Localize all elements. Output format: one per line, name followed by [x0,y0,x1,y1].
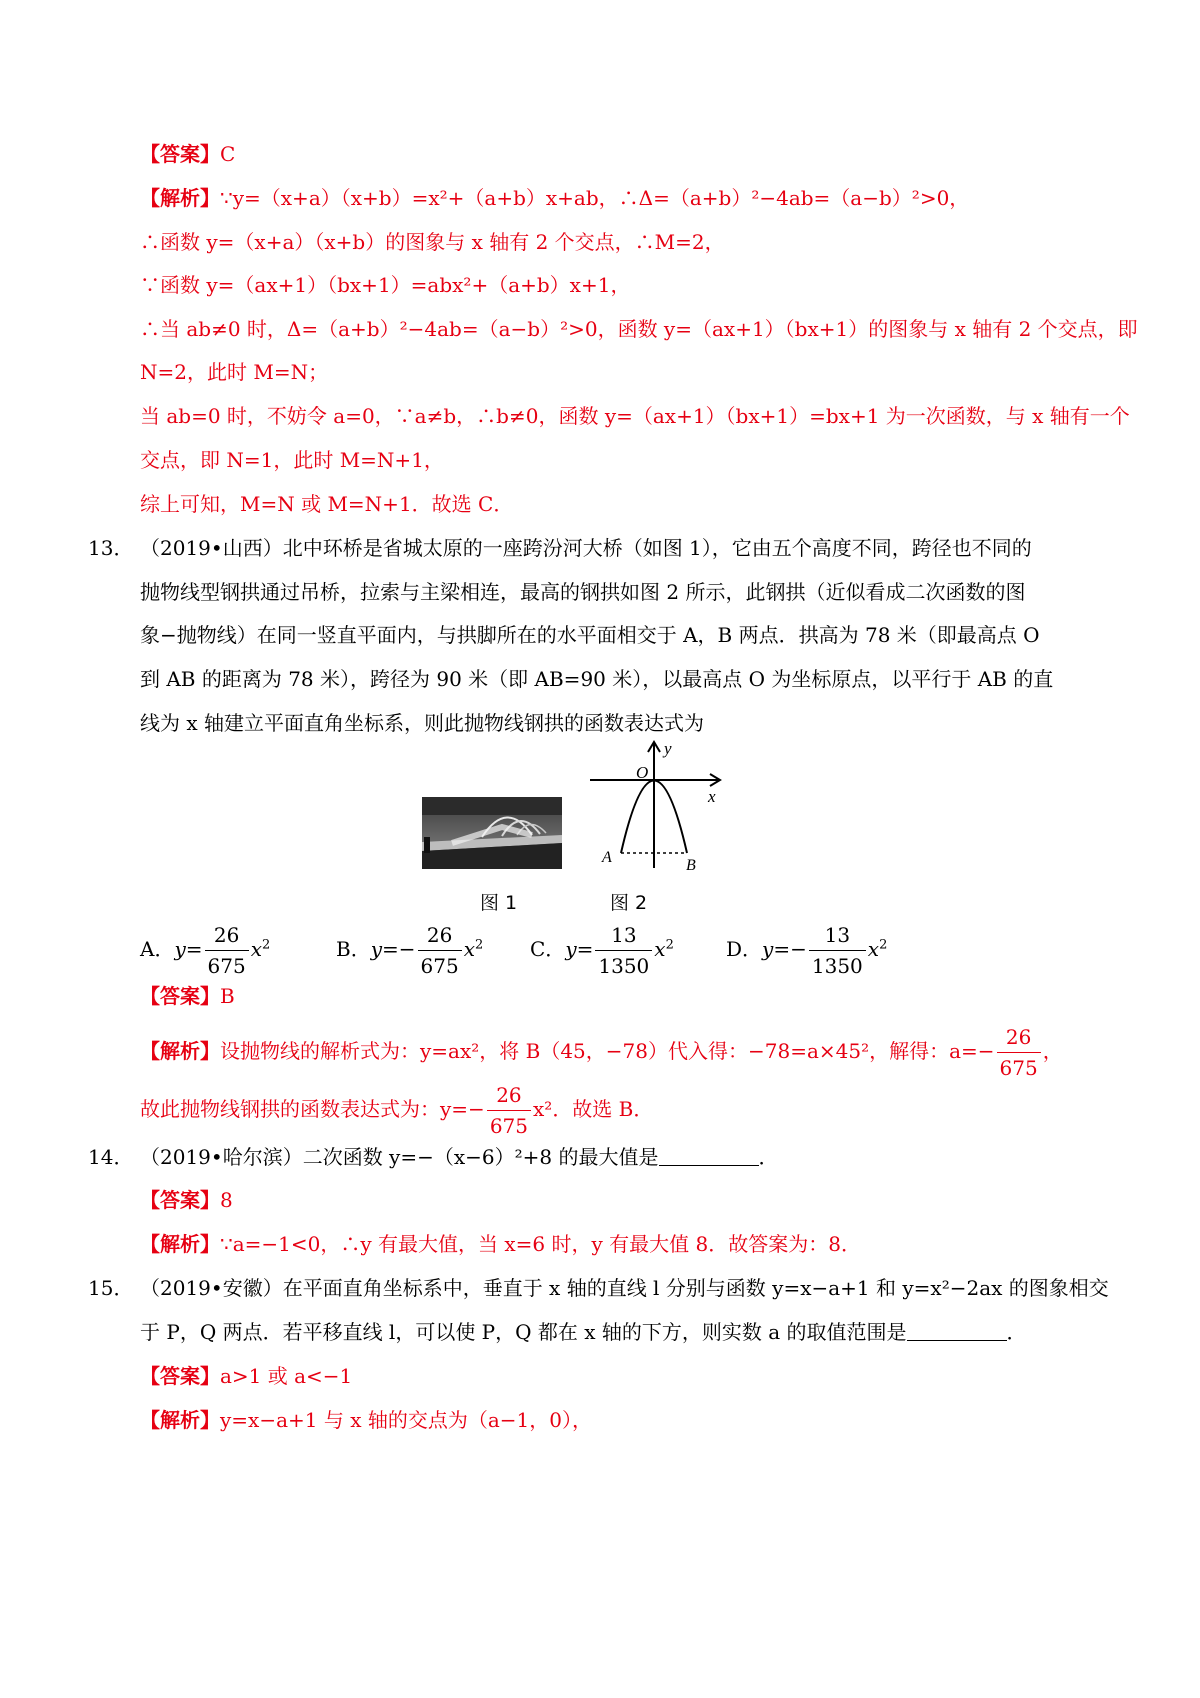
q13-analysis-line-2 [140,1080,653,1141]
option-b [336,920,483,981]
option-d-letter: D． [726,937,763,961]
q15-stem-end: ． [1006,1320,1027,1344]
bridge-photo-svg [422,797,562,869]
q12-analysis-line-2: ∴函数 y=（x+a）（x+b）的图象与 x 轴有 2 个交点，∴M=2， [140,230,725,254]
analysis-tag: 【解析】 [140,1232,220,1256]
analysis-fraction [487,1080,531,1141]
option-c-numerator: 13 [595,920,652,951]
option-a-exponent: 2 [261,937,271,953]
option-b-variable: x [463,937,475,961]
q13-stem-line-4: 到 AB 的距离为 78 米），跨径为 90 米（即 AB=90 米），以最高点 O 为坐标原点，以平行于 AB 的直 [140,667,1054,691]
option-a-numerator: 26 [205,920,249,951]
q14-stem-end: ． [758,1145,779,1169]
analysis-text: ∵y=（x+a）（x+b）=x²+（a+b）x+ab，∴Δ=（a+b）²−4ab=（a−b）²>0， [220,186,970,210]
option-b-letter: B． [336,937,371,961]
q12-analysis-line-1 [140,184,969,212]
option-d-exponent: 2 [879,937,888,953]
y-label: y [664,739,672,758]
option-c-denominator: 1350 [598,954,650,978]
answer-tag: 【答案】 [140,984,220,1008]
option-c-letter: C． [530,937,566,961]
q12-answer [140,140,235,168]
q13-analysis-line-1 [140,1022,1063,1083]
q12-analysis-line-7: 交点，即 N=1，此时 M=N+1， [140,448,444,472]
q12-analysis-line-4: ∴当 ab≠0 时，Δ=（a+b）²−4ab=（a−b）²>0，函数 y=（ax+1）（bx+1）的图象与 x 轴有 2 个交点，即 [140,317,1138,341]
q12-analysis-line-5: N=2，此时 M=N； [140,360,329,384]
parabola-diagram [588,738,728,873]
q15-stem-line-1: （2019•安徽）在平面直角坐标系中，垂直于 x 轴的直线 l 分别与函数 y=x−a+1 和 y=x²−2ax 的图象相交 [140,1276,1109,1300]
parabola-diagram-svg [588,738,728,873]
q15-analysis [140,1406,592,1434]
answer-tag: 【答案】 [140,142,220,166]
q12-analysis-line-6: 当 ab=0 时，不妨令 a=0，∵a≠b，∴b≠0，函数 y=（ax+1）（bx+1）=bx+1 为一次函数，与 x 轴有一个 [140,404,1130,428]
analysis-text: y=x−a+1 与 x 轴的交点为（a−1，0）， [220,1408,592,1432]
option-d-variable: x [867,937,880,961]
answer-value: C [220,142,236,166]
analysis-text: 故此抛物线钢拱的函数表达式为：y=− [140,1097,485,1121]
q12-analysis-line-3: ∵函数 y=（ax+1）（bx+1）=abx²+（a+b）x+1， [140,273,631,297]
option-c [530,920,674,981]
analysis-text: ∵a=−1<0，∴y 有最大值，当 x=6 时，y 有最大值 8．故答案为：8． [220,1232,861,1256]
analysis-tag: 【解析】 [140,186,220,210]
bridge-photo [422,797,562,869]
q15-answer [140,1362,352,1390]
option-b-denominator: 675 [420,954,459,978]
q13-stem-line-5: 线为 x 轴建立平面直角坐标系，则此抛物线钢拱的函数表达式为 [140,711,704,735]
q13-number: 13． [88,536,134,560]
analysis-text: 设抛物线的解析式为：y=ax²，将 B（45，−78）代入得：−78=a×45²，解得：a=− [220,1039,995,1063]
option-a [140,920,270,981]
point-b-label: B [686,857,696,873]
q14-stem [140,1143,779,1171]
option-c-exponent: 2 [665,937,674,953]
answer-tag: 【答案】 [140,1364,220,1388]
analysis-numerator: 26 [487,1080,531,1111]
answer-value: B [220,984,235,1008]
answer-blank [907,1320,1007,1341]
option-c-fraction [595,920,652,981]
q14-answer [140,1186,233,1214]
analysis-text-end: x²．故选 B． [533,1097,654,1121]
analysis-denominator: 675 [489,1114,529,1138]
option-c-prefix: y= [565,937,594,961]
q14-analysis [140,1230,861,1258]
q13-stem-line-3: 象−抛物线）在同一竖直平面内，与拱脚所在的水平面相交于 A，B 两点．拱高为 78 米（即最高点 O [140,623,1040,647]
option-d-prefix: y=− [762,937,807,961]
figure-2-caption: 图 2 [610,892,648,914]
analysis-text-end: ， [1042,1039,1063,1063]
option-d [726,920,887,981]
q15-number: 15． [88,1276,134,1300]
answer-tag: 【答案】 [140,1188,220,1212]
option-d-fraction [809,920,866,981]
q12-analysis-line-8: 综上可知，M=N 或 M=N+1．故选 C． [140,492,514,516]
answer-value: a>1 或 a<−1 [220,1364,353,1388]
q15-stem-text: 于 P，Q 两点．若平移直线 l，可以使 P，Q 都在 x 轴的下方，则实数 a 的取值范围是 [140,1320,907,1344]
q15-stem-line-2 [140,1318,1027,1346]
option-a-letter: A． [140,937,175,961]
analysis-fraction [997,1022,1041,1083]
q13-answer [140,982,235,1010]
analysis-denominator: 675 [999,1056,1038,1080]
answer-blank [659,1145,759,1166]
x-label: x [708,787,716,806]
q13-stem-line-1: （2019•山西）北中环桥是省城太原的一座跨汾河大桥（如图 1），它由五个高度不同，跨径也不同的 [140,536,1032,560]
option-b-fraction [418,920,462,981]
option-a-prefix: y= [174,937,203,961]
origin-label: O [636,763,649,782]
answer-value: 8 [220,1188,233,1212]
option-b-exponent: 2 [475,937,484,953]
option-d-denominator: 1350 [811,954,863,978]
q14-stem-text: （2019•哈尔滨）二次函数 y=−（x−6）²+8 的最大值是 [140,1145,659,1169]
option-a-fraction [205,920,249,981]
analysis-tag: 【解析】 [140,1408,220,1432]
point-a-label: A [602,849,612,866]
option-a-denominator: 675 [207,954,246,978]
option-d-numerator: 13 [809,920,866,951]
q14-number: 14． [88,1145,134,1169]
option-b-prefix: y=− [370,937,416,961]
figure-1-caption: 图 1 [480,892,518,914]
q13-stem-line-2: 抛物线型钢拱通过吊桥，拉索与主梁相连，最高的钢拱如图 2 所示，此钢拱（近似看成二次函数的图 [140,580,1026,604]
analysis-numerator: 26 [997,1022,1041,1053]
option-b-numerator: 26 [418,920,462,951]
option-a-variable: x [250,937,262,961]
option-c-variable: x [654,937,666,961]
analysis-tag: 【解析】 [140,1039,220,1063]
